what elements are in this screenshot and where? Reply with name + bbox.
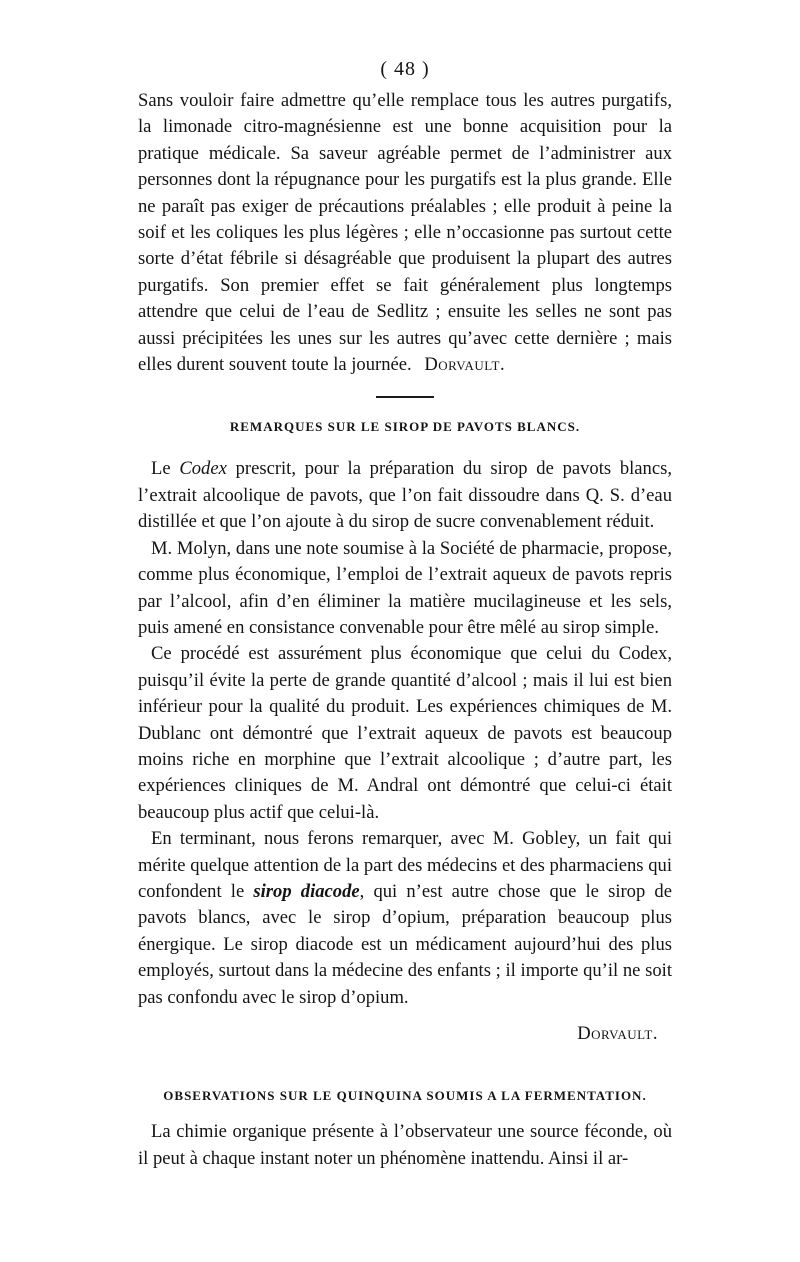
paragraph-codex — [138, 456, 672, 535]
section-title-sirop: REMARQUES SUR LE SIROP DE PAVOTS BLANCS. — [229, 419, 581, 435]
author-signature: Dorvault. — [424, 354, 506, 376]
paragraph-text: En terminant, nous ferons remarquer, avec M. Gobley, un fait qui mérite quelque attention de la part des médecins et des pharmaciens qui confondent le — [138, 828, 672, 902]
document-page — [138, 54, 672, 1172]
paragraph-text: prescrit, pour la préparation du sirop de pavots blancs, l’extrait alcoolique de pavots, que l’on fait dissoudre dans Q. S. d’eau distillée et que l’on ajoute à du sirop de sucre convenablement réduit. — [138, 458, 672, 533]
paragraph-chimie: La chimie organique présente à l’observateur une source féconde, où il peut à chaque instant noter un phénomène inattendu. Ainsi il ar- — [138, 1121, 672, 1169]
paragraph-procede: Ce procédé est assurément plus économique que celui du Codex, puisqu’il évite la perte de grande quantité d’alcool ; mais il lui est bien inférieur pour la qualité du produit. Les expériences chimiques de M. Dublanc ont démontré que l’extrait aqueux de pavots est beaucoup moins riche en morphine que l’extrait alcoolique ; d’autre part, les expériences cliniques de M. Andral ont démontré que celui-ci était beaucoup plus actif que celui-là. — [138, 643, 672, 823]
codex-italic: Codex — [179, 458, 227, 480]
signature-block — [138, 1021, 672, 1047]
page-number: ( 48 ) — [380, 58, 430, 80]
author-signature: Dorvault. — [577, 1023, 658, 1044]
paragraph-text: Le — [151, 458, 180, 480]
continuation-paragraph — [138, 88, 672, 378]
section-title-quinquina: OBSERVATIONS SUR LE QUINQUINA SOUMIS A LA FERMENTATION. — [163, 1088, 647, 1104]
paragraph-molyn: M. Molyn, dans une note soumise à la Société de pharmacie, propose, comme plus économique, l’emploi de l’extrait aqueux de pavots repris par l’alcool, afin d’en éliminer la matière mucilagineuse et les sels, puis amené en consistance convenable pour être mêlé au sirop simple. — [138, 537, 672, 638]
sirop-diacode-italic: sirop diacode — [253, 880, 360, 902]
paragraph-gobley — [138, 826, 672, 1011]
continuation-paragraph-text: Sans vouloir faire admettre qu’elle remplace tous les autres purgatifs, la limonade citro-magnésienne est une bonne acquisition pour la pratique médicale. Sa saveur agréable permet de l’administrer aux personnes dont la répugnance pour les purgatifs est la plus grande. Elle ne paraît pas exiger de précautions préalables ; elle produit à peine la soif et les coliques les plus légères ; elle n’occasionne pas surtout cette sorte d’état fébrile si désagréable que produisent la plupart des autres purgatifs. Son premier effet se fait généralement plus longtemps attendre que celui de l’eau de Sedlitz ; ensuite les selles ne sont pas aussi précipitées les unes sur les autres qu’avec cette dernière ; mais elles durent souvent toute la journée. — [138, 90, 672, 376]
section-divider — [376, 396, 434, 398]
paragraph-text: , qui n’est autre chose que le sirop de pavots blancs, avec le sirop d’opium, préparation beaucoup plus énergique. Le sirop diacode est un médicament aujourd’hui des plus employés, surtout dans la médecine des enfants ; il importe qu’il ne soit pas confondu avec le sirop d’opium. — [138, 880, 672, 1008]
